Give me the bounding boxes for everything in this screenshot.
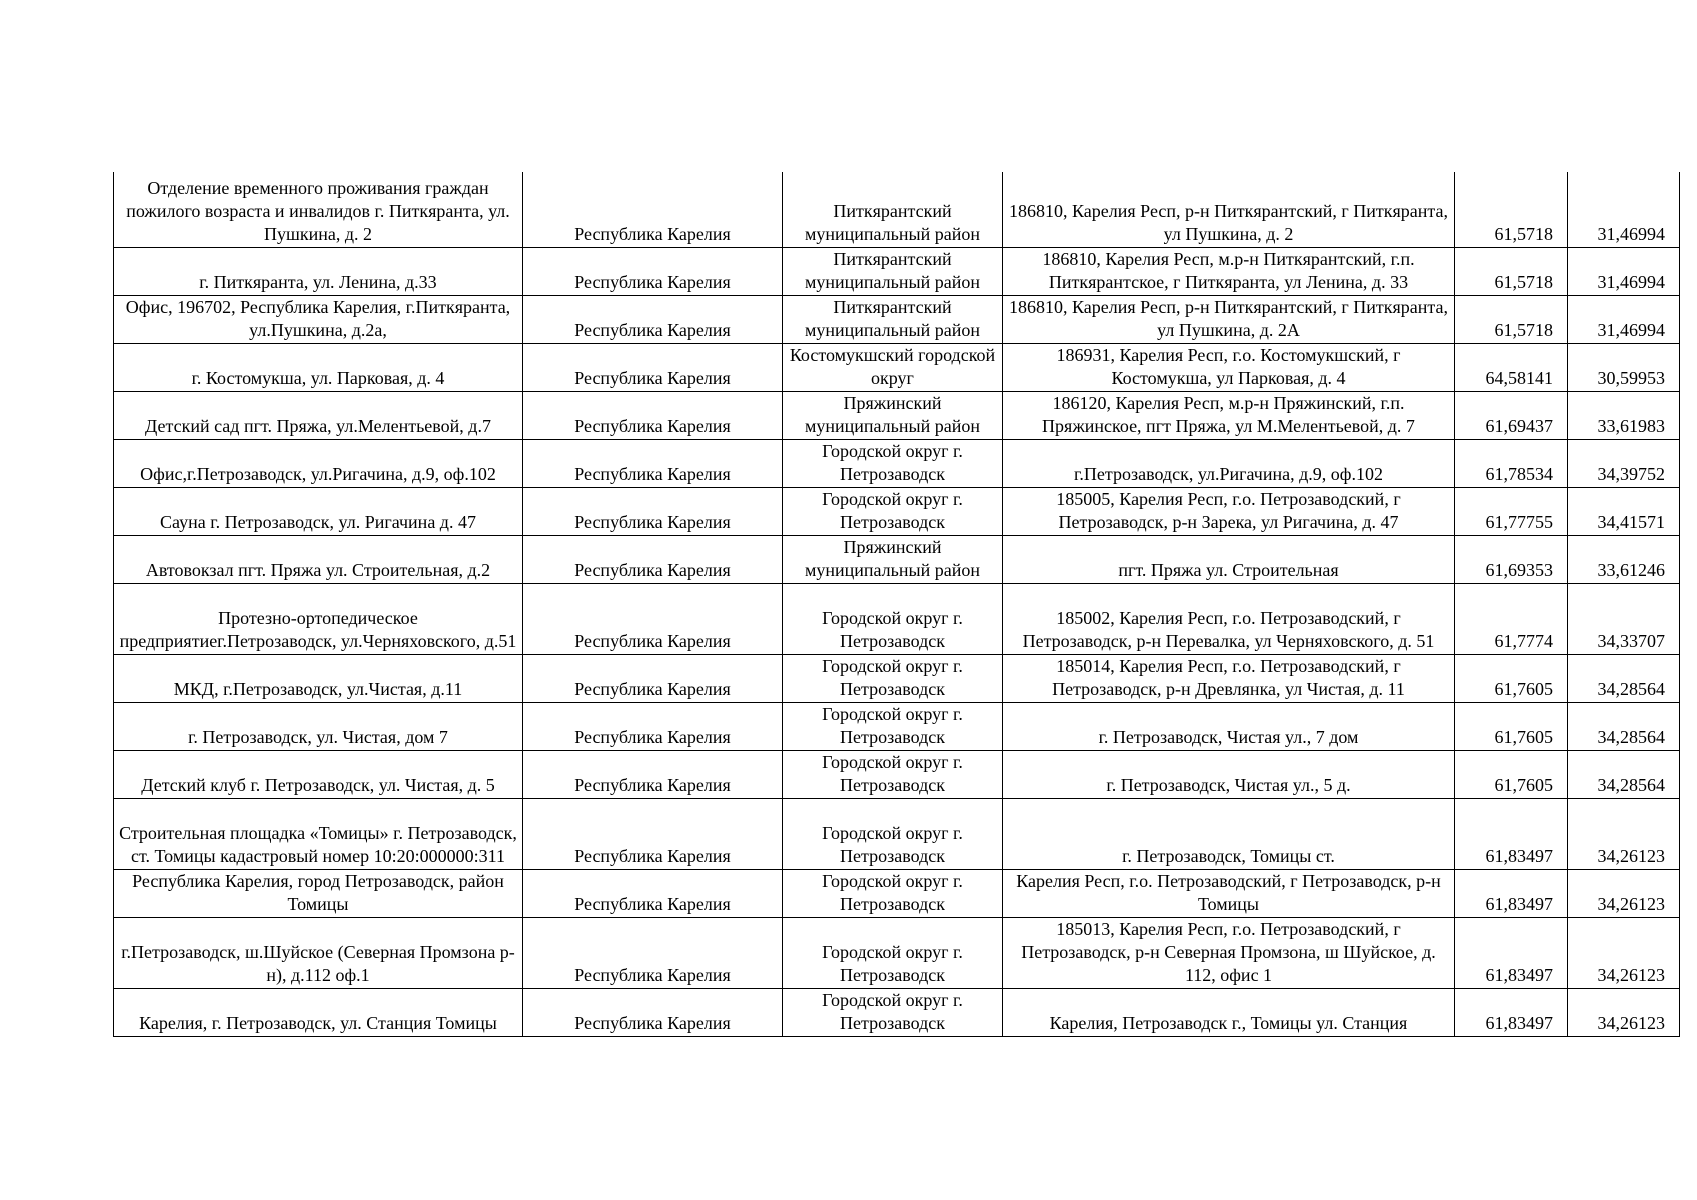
cell-district: Пряжинский муниципальный район [783, 535, 1003, 583]
cell-address: 186810, Карелия Респ, р-н Питкярантский, г Питкяранта, ул Пушкина, д. 2А [1003, 295, 1455, 343]
cell-address: 185002, Карелия Респ, г.о. Петрозаводский, г Петрозаводск, р-н Перевалка, ул Черняховского, д. 51 [1003, 583, 1455, 654]
cell-latitude: 61,77755 [1455, 487, 1568, 535]
cell-region: Республика Карелия [523, 172, 783, 247]
cell-district: Питкярантский муниципальный район [783, 295, 1003, 343]
cell-district: Питкярантский муниципальный район [783, 172, 1003, 247]
cell-district: Городской округ г. Петрозаводск [783, 487, 1003, 535]
cell-object-name: Автовокзал пгт. Пряжа ул. Строительная, д.2 [114, 535, 523, 583]
cell-address: 186810, Карелия Респ, р-н Питкярантский, г Питкяранта, ул Пушкина, д. 2 [1003, 172, 1455, 247]
cell-longitude: 34,28564 [1568, 750, 1680, 798]
cell-region: Республика Карелия [523, 487, 783, 535]
cell-latitude: 61,78534 [1455, 439, 1568, 487]
cell-object-name: МКД, г.Петрозаводск, ул.Чистая, д.11 [114, 654, 523, 702]
table-row [114, 798, 1680, 869]
cell-district: Городской округ г. Петрозаводск [783, 798, 1003, 869]
cell-address: г. Петрозаводск, Чистая ул., 7 дом [1003, 702, 1455, 750]
table-row [114, 391, 1680, 439]
cell-address: 186120, Карелия Респ, м.р-н Пряжинский, г.п. Пряжинское, пгт Пряжа, ул М.Мелентьевой, д. 7 [1003, 391, 1455, 439]
cell-district: Городской округ г. Петрозаводск [783, 750, 1003, 798]
cell-object-name: Республика Карелия, город Петрозаводск, район Томицы [114, 869, 523, 917]
cell-latitude: 61,7605 [1455, 750, 1568, 798]
cell-latitude: 61,5718 [1455, 247, 1568, 295]
cell-object-name: г. Петрозаводск, ул. Чистая, дом 7 [114, 702, 523, 750]
table-body [114, 172, 1680, 1036]
table-row [114, 988, 1680, 1036]
cell-longitude: 31,46994 [1568, 295, 1680, 343]
cell-region: Республика Карелия [523, 439, 783, 487]
table-row [114, 750, 1680, 798]
table-row [114, 343, 1680, 391]
cell-object-name: Детский клуб г. Петрозаводск, ул. Чистая, д. 5 [114, 750, 523, 798]
cell-region: Республика Карелия [523, 869, 783, 917]
cell-district: Городской округ г. Петрозаводск [783, 654, 1003, 702]
cell-district: Городской округ г. Петрозаводск [783, 917, 1003, 988]
cell-object-name: Карелия, г. Петрозаводск, ул. Станция Томицы [114, 988, 523, 1036]
cell-region: Республика Карелия [523, 295, 783, 343]
table-row [114, 295, 1680, 343]
cell-longitude: 34,33707 [1568, 583, 1680, 654]
cell-latitude: 61,83497 [1455, 917, 1568, 988]
cell-region: Республика Карелия [523, 798, 783, 869]
cell-region: Республика Карелия [523, 988, 783, 1036]
cell-object-name: г. Костомукша, ул. Парковая, д. 4 [114, 343, 523, 391]
cell-region: Республика Карелия [523, 535, 783, 583]
cell-longitude: 34,39752 [1568, 439, 1680, 487]
cell-longitude: 34,28564 [1568, 654, 1680, 702]
cell-object-name: Офис,г.Петрозаводск, ул.Ригачина, д.9, оф.102 [114, 439, 523, 487]
cell-address: 185014, Карелия Респ, г.о. Петрозаводский, г Петрозаводск, р-н Древлянка, ул Чистая, д. 11 [1003, 654, 1455, 702]
cell-address: пгт. Пряжа ул. Строительная [1003, 535, 1455, 583]
cell-address: г. Петрозаводск, Томицы ст. [1003, 798, 1455, 869]
cell-district: Городской округ г. Петрозаводск [783, 702, 1003, 750]
cell-object-name: Офис, 196702, Республика Карелия, г.Питкяранта, ул.Пушкина, д.2а, [114, 295, 523, 343]
cell-object-name: г.Петрозаводск, ш.Шуйское (Северная Промзона р-н), д.112 оф.1 [114, 917, 523, 988]
cell-object-name: Отделение временного проживания граждан пожилого возраста и инвалидов г. Питкяранта, ул. Пушкина, д. 2 [114, 172, 523, 247]
table-row [114, 654, 1680, 702]
cell-region: Республика Карелия [523, 343, 783, 391]
table-row [114, 487, 1680, 535]
cell-district: Городской округ г. Петрозаводск [783, 988, 1003, 1036]
cell-address: Карелия, Петрозаводск г., Томицы ул. Станция [1003, 988, 1455, 1036]
cell-latitude: 61,83497 [1455, 798, 1568, 869]
cell-longitude: 34,26123 [1568, 869, 1680, 917]
cell-district: Городской округ г. Петрозаводск [783, 869, 1003, 917]
cell-longitude: 33,61246 [1568, 535, 1680, 583]
cell-object-name: г. Питкяранта, ул. Ленина, д.33 [114, 247, 523, 295]
cell-district: Городской округ г. Петрозаводск [783, 439, 1003, 487]
table-row [114, 583, 1680, 654]
table-row [114, 172, 1680, 247]
cell-latitude: 61,5718 [1455, 172, 1568, 247]
cell-address: г. Петрозаводск, Чистая ул., 5 д. [1003, 750, 1455, 798]
cell-latitude: 61,69437 [1455, 391, 1568, 439]
cell-district: Питкярантский муниципальный район [783, 247, 1003, 295]
cell-address: Карелия Респ, г.о. Петрозаводский, г Петрозаводск, р-н Томицы [1003, 869, 1455, 917]
cell-longitude: 30,59953 [1568, 343, 1680, 391]
cell-longitude: 34,26123 [1568, 798, 1680, 869]
cell-longitude: 34,41571 [1568, 487, 1680, 535]
cell-object-name: Сауна г. Петрозаводск, ул. Ригачина д. 47 [114, 487, 523, 535]
cell-latitude: 61,83497 [1455, 988, 1568, 1036]
cell-region: Республика Карелия [523, 391, 783, 439]
cell-longitude: 31,46994 [1568, 247, 1680, 295]
locations-table [113, 172, 1680, 1037]
cell-address: 185013, Карелия Респ, г.о. Петрозаводский, г Петрозаводск, р-н Северная Промзона, ш Шуйское, д. 112, офис 1 [1003, 917, 1455, 988]
cell-district: Городской округ г. Петрозаводск [783, 583, 1003, 654]
table-row [114, 439, 1680, 487]
cell-object-name: Строительная площадка «Томицы» г. Петрозаводск, ст. Томицы кадастровый номер 10:20:000000:311 [114, 798, 523, 869]
cell-object-name: Протезно-ортопедическое предприятиег.Петрозаводск, ул.Черняховского, д.51 [114, 583, 523, 654]
table-row [114, 247, 1680, 295]
table-row [114, 917, 1680, 988]
cell-region: Республика Карелия [523, 917, 783, 988]
table-row [114, 869, 1680, 917]
table-row [114, 535, 1680, 583]
cell-latitude: 61,7605 [1455, 654, 1568, 702]
cell-region: Республика Карелия [523, 654, 783, 702]
cell-address: г.Петрозаводск, ул.Ригачина, д.9, оф.102 [1003, 439, 1455, 487]
cell-longitude: 31,46994 [1568, 172, 1680, 247]
cell-latitude: 64,58141 [1455, 343, 1568, 391]
cell-longitude: 34,28564 [1568, 702, 1680, 750]
cell-region: Республика Карелия [523, 750, 783, 798]
table-row [114, 702, 1680, 750]
cell-longitude: 34,26123 [1568, 988, 1680, 1036]
cell-address: 186931, Карелия Респ, г.о. Костомукшский, г Костомукша, ул Парковая, д. 4 [1003, 343, 1455, 391]
cell-region: Республика Карелия [523, 583, 783, 654]
cell-latitude: 61,7605 [1455, 702, 1568, 750]
cell-object-name: Детский сад пгт. Пряжа, ул.Мелентьевой, д.7 [114, 391, 523, 439]
cell-address: 185005, Карелия Респ, г.о. Петрозаводский, г Петрозаводск, р-н Зарека, ул Ригачина, д. 47 [1003, 487, 1455, 535]
cell-latitude: 61,7774 [1455, 583, 1568, 654]
cell-longitude: 34,26123 [1568, 917, 1680, 988]
cell-district: Костомукшский городской округ [783, 343, 1003, 391]
cell-region: Республика Карелия [523, 702, 783, 750]
cell-region: Республика Карелия [523, 247, 783, 295]
cell-address: 186810, Карелия Респ, м.р-н Питкярантский, г.п. Питкярантское, г Питкяранта, ул Ленина, д. 33 [1003, 247, 1455, 295]
cell-latitude: 61,83497 [1455, 869, 1568, 917]
cell-longitude: 33,61983 [1568, 391, 1680, 439]
cell-latitude: 61,5718 [1455, 295, 1568, 343]
cell-district: Пряжинский муниципальный район [783, 391, 1003, 439]
cell-latitude: 61,69353 [1455, 535, 1568, 583]
